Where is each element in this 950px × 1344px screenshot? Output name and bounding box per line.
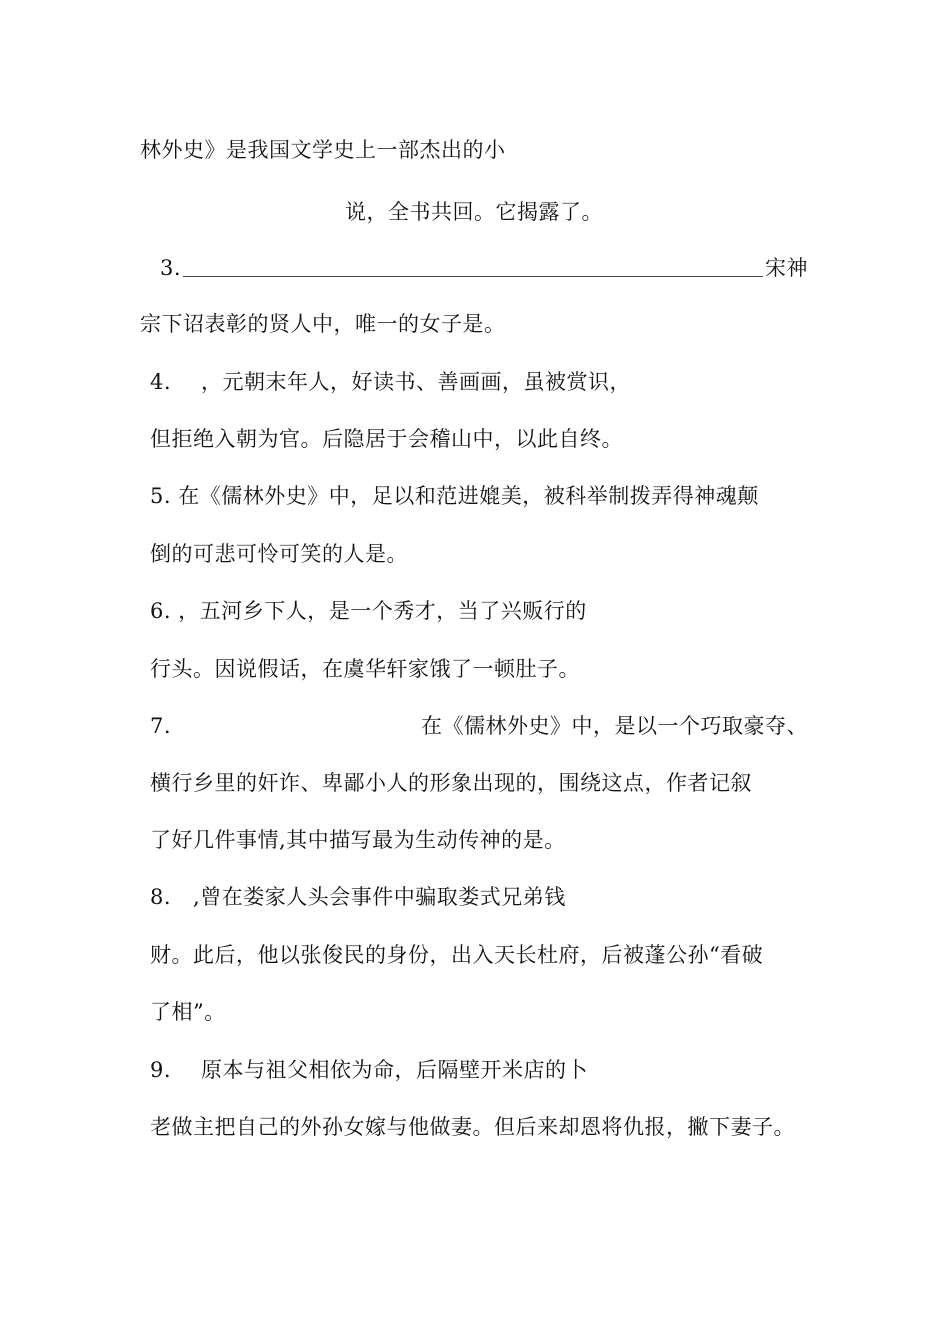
text-span: 横行乡里的奸诈、卑鄙小人的形象出现的，围绕这点，作者记叙 bbox=[150, 771, 752, 795]
question-number: 7. bbox=[150, 714, 172, 738]
text-span: 5. 在《儒林外史》中，足以和范进媲美，被科举制拨弄得神魂颠 bbox=[150, 484, 759, 508]
text-span: 老做主把自己的外孙女嫁与他做妻。但后来却恩将仇报，撇下妻子。 bbox=[150, 1115, 795, 1139]
text-span: ，元朝末年人，好读书、善画画，虽被赏识， bbox=[201, 370, 632, 394]
question-8-line bbox=[150, 882, 566, 912]
text-line bbox=[150, 539, 408, 569]
text-span: 在《儒林外史》中，是以一个巧取豪夺、 bbox=[421, 714, 809, 738]
question-number: 9. bbox=[150, 1058, 172, 1082]
question-number: 4. bbox=[150, 370, 172, 394]
question-6-line bbox=[150, 596, 587, 626]
question-9-line bbox=[150, 1055, 588, 1085]
text-span: ,曾在娄家人头会事件中骗取娄式兄弟钱 bbox=[193, 885, 566, 909]
text-span: 6. ，五河乡下人，是一个秀才，当了兴贩行的 bbox=[150, 599, 587, 623]
text-line bbox=[150, 424, 623, 454]
text-line bbox=[140, 309, 506, 339]
text-span: 倒的可悲可怜可笑的人是。 bbox=[150, 542, 408, 566]
text-span: 宋神 bbox=[765, 256, 809, 280]
text-line bbox=[150, 825, 566, 855]
text-line bbox=[150, 654, 580, 684]
question-7-line bbox=[150, 711, 808, 741]
text-line bbox=[150, 1112, 795, 1142]
question-number: 3. bbox=[160, 256, 182, 280]
question-4-line bbox=[150, 367, 631, 397]
text-span: 了好几件事情,其中描写最为生动传神的是。 bbox=[150, 828, 566, 852]
text-span: 但拒绝入朝为官。后隐居于会稽山中，以此自终。 bbox=[150, 427, 623, 451]
question-3-line bbox=[160, 253, 808, 283]
text-span: 说，全书共回。它揭露了。 bbox=[345, 200, 603, 224]
text-span: 原本与祖父相依为命，后隔壁开米店的卜 bbox=[201, 1058, 589, 1082]
text-span: 财。此后，他以张俊民的身份，出入天长杜府，后被蓬公孙“看破 bbox=[150, 943, 764, 967]
text-span: 行头。因说假话，在虞华轩家饿了一顿肚子。 bbox=[150, 657, 580, 681]
text-span: 宗下诏表彰的贤人中，唯一的女子是。 bbox=[140, 312, 506, 336]
text-line bbox=[140, 135, 506, 165]
text-span: 了相”。 bbox=[150, 1000, 226, 1024]
answer-blank[interactable] bbox=[183, 256, 763, 277]
text-line bbox=[150, 768, 752, 798]
text-span: 林外史》是我国文学史上一部杰出的小 bbox=[140, 138, 506, 162]
question-number: 8. bbox=[150, 885, 172, 909]
text-line bbox=[345, 197, 603, 227]
question-5-line bbox=[150, 481, 759, 511]
text-line bbox=[150, 997, 226, 1027]
text-line bbox=[150, 940, 763, 970]
